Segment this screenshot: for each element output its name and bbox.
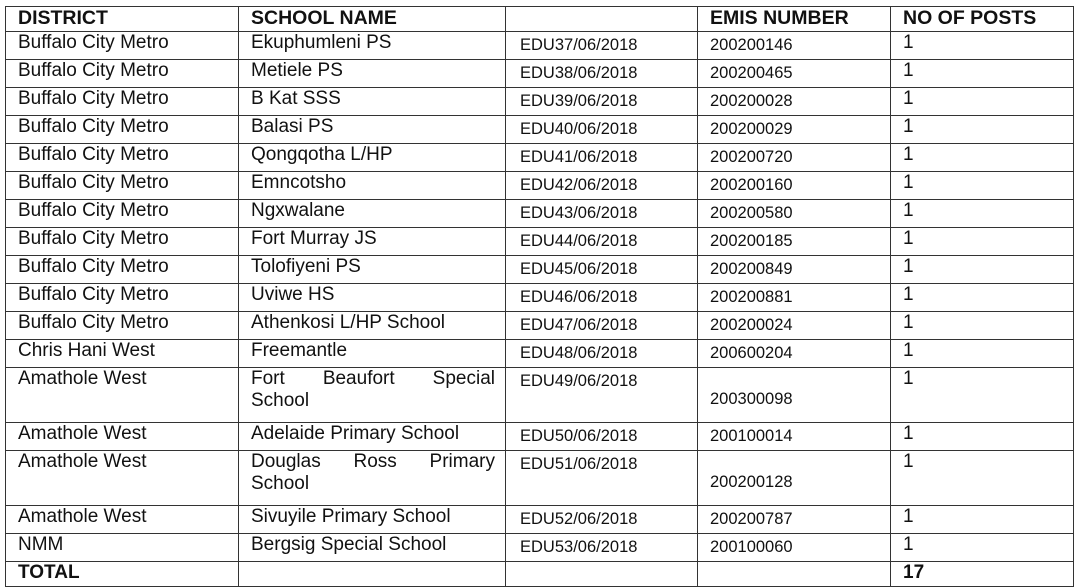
reference-cell: EDU46/06/2018 bbox=[506, 284, 698, 312]
table-row bbox=[6, 256, 1074, 284]
table-row bbox=[6, 144, 1074, 172]
table-row bbox=[6, 534, 1074, 562]
emis-number-cell: 200200029 bbox=[698, 116, 891, 144]
reference-cell: EDU37/06/2018 bbox=[506, 32, 698, 60]
table-row bbox=[6, 451, 1074, 506]
school-name-cell: Qongqotha L/HP bbox=[239, 144, 506, 172]
reference-cell: EDU43/06/2018 bbox=[506, 200, 698, 228]
reference-cell: EDU48/06/2018 bbox=[506, 340, 698, 368]
posts-cell: 1 bbox=[891, 284, 1074, 312]
emis-number-cell: 200200028 bbox=[698, 88, 891, 116]
district-cell: Amathole West bbox=[6, 451, 239, 506]
school-name-cell: Fort Murray JS bbox=[239, 228, 506, 256]
reference-cell: EDU52/06/2018 bbox=[506, 506, 698, 534]
header-reference bbox=[506, 7, 698, 32]
emis-number-cell: 200200881 bbox=[698, 284, 891, 312]
posts-cell: 1 bbox=[891, 312, 1074, 340]
school-name-cell: Ekuphumleni PS bbox=[239, 32, 506, 60]
district-cell: Amathole West bbox=[6, 368, 239, 423]
posts-cell: 1 bbox=[891, 144, 1074, 172]
table-row bbox=[6, 88, 1074, 116]
posts-cell: 1 bbox=[891, 451, 1074, 506]
school-name-cell: Sivuyile Primary School bbox=[239, 506, 506, 534]
header-row bbox=[6, 7, 1074, 32]
total-row bbox=[6, 562, 1074, 587]
emis-number-cell: 200100014 bbox=[698, 423, 891, 451]
district-cell: Buffalo City Metro bbox=[6, 284, 239, 312]
emis-number-cell: 200200787 bbox=[698, 506, 891, 534]
reference-cell: EDU42/06/2018 bbox=[506, 172, 698, 200]
table-row bbox=[6, 506, 1074, 534]
empty-cell bbox=[698, 562, 891, 587]
district-cell: NMM bbox=[6, 534, 239, 562]
school-name-line1: Fort Beaufort Special bbox=[251, 368, 495, 389]
school-name-cell: Balasi PS bbox=[239, 116, 506, 144]
table-row bbox=[6, 228, 1074, 256]
reference-cell: EDU44/06/2018 bbox=[506, 228, 698, 256]
emis-number-cell: 200100060 bbox=[698, 534, 891, 562]
reference-cell: EDU53/06/2018 bbox=[506, 534, 698, 562]
emis-number-cell: 200200720 bbox=[698, 144, 891, 172]
reference-cell: EDU40/06/2018 bbox=[506, 116, 698, 144]
emis-number-cell: 200300098 bbox=[698, 368, 891, 423]
header-school-name: SCHOOL NAME bbox=[239, 7, 506, 32]
table-row bbox=[6, 200, 1074, 228]
school-name-cell: Freemantle bbox=[239, 340, 506, 368]
reference-cell: EDU49/06/2018 bbox=[506, 368, 698, 423]
header-emis-number: EMIS NUMBER bbox=[698, 7, 891, 32]
district-cell: Buffalo City Metro bbox=[6, 256, 239, 284]
posts-cell: 1 bbox=[891, 340, 1074, 368]
posts-cell: 1 bbox=[891, 534, 1074, 562]
school-name-cell: Emncotsho bbox=[239, 172, 506, 200]
emis-number-cell: 200200580 bbox=[698, 200, 891, 228]
emis-number-cell: 200200849 bbox=[698, 256, 891, 284]
district-cell: Buffalo City Metro bbox=[6, 228, 239, 256]
posts-cell: 1 bbox=[891, 88, 1074, 116]
district-cell: Amathole West bbox=[6, 506, 239, 534]
total-label: TOTAL bbox=[6, 562, 239, 587]
school-name-line1: Douglas Ross Primary bbox=[251, 451, 495, 472]
district-cell: Amathole West bbox=[6, 423, 239, 451]
table-row bbox=[6, 60, 1074, 88]
district-cell: Buffalo City Metro bbox=[6, 200, 239, 228]
posts-cell: 1 bbox=[891, 506, 1074, 534]
reference-cell: EDU47/06/2018 bbox=[506, 312, 698, 340]
table-row bbox=[6, 423, 1074, 451]
school-name-cell bbox=[239, 451, 506, 506]
emis-number-cell: 200200024 bbox=[698, 312, 891, 340]
school-name-cell: B Kat SSS bbox=[239, 88, 506, 116]
district-cell: Buffalo City Metro bbox=[6, 116, 239, 144]
table-row bbox=[6, 340, 1074, 368]
posts-cell: 1 bbox=[891, 200, 1074, 228]
posts-cell: 1 bbox=[891, 172, 1074, 200]
total-posts: 17 bbox=[891, 562, 1074, 587]
table-row bbox=[6, 312, 1074, 340]
reference-cell: EDU50/06/2018 bbox=[506, 423, 698, 451]
reference-cell: EDU39/06/2018 bbox=[506, 88, 698, 116]
district-cell: Buffalo City Metro bbox=[6, 60, 239, 88]
school-name-cell: Athenkosi L/HP School bbox=[239, 312, 506, 340]
emis-number-cell: 200200185 bbox=[698, 228, 891, 256]
school-name-cell: Bergsig Special School bbox=[239, 534, 506, 562]
reference-cell: EDU45/06/2018 bbox=[506, 256, 698, 284]
district-cell: Buffalo City Metro bbox=[6, 144, 239, 172]
table-row bbox=[6, 284, 1074, 312]
posts-cell: 1 bbox=[891, 228, 1074, 256]
school-name-cell: Adelaide Primary School bbox=[239, 423, 506, 451]
header-district: DISTRICT bbox=[6, 7, 239, 32]
school-name-line2: School bbox=[251, 390, 310, 411]
posts-table bbox=[5, 6, 1074, 587]
emis-number-cell: 200200160 bbox=[698, 172, 891, 200]
school-name-line2: School bbox=[251, 473, 310, 494]
posts-cell: 1 bbox=[891, 256, 1074, 284]
reference-cell: EDU41/06/2018 bbox=[506, 144, 698, 172]
district-cell: Buffalo City Metro bbox=[6, 172, 239, 200]
posts-cell: 1 bbox=[891, 32, 1074, 60]
emis-number-cell: 200200465 bbox=[698, 60, 891, 88]
posts-cell: 1 bbox=[891, 116, 1074, 144]
reference-cell: EDU38/06/2018 bbox=[506, 60, 698, 88]
reference-cell: EDU51/06/2018 bbox=[506, 451, 698, 506]
school-name-cell: Ngxwalane bbox=[239, 200, 506, 228]
school-name-cell bbox=[239, 368, 506, 423]
emis-number-cell: 200200128 bbox=[698, 451, 891, 506]
district-cell: Buffalo City Metro bbox=[6, 88, 239, 116]
district-cell: Buffalo City Metro bbox=[6, 32, 239, 60]
posts-cell: 1 bbox=[891, 423, 1074, 451]
emis-number-cell: 200200146 bbox=[698, 32, 891, 60]
school-name-cell: Uviwe HS bbox=[239, 284, 506, 312]
table-row bbox=[6, 172, 1074, 200]
table-row bbox=[6, 32, 1074, 60]
emis-number-cell: 200600204 bbox=[698, 340, 891, 368]
table-row bbox=[6, 368, 1074, 423]
posts-cell: 1 bbox=[891, 60, 1074, 88]
district-cell: Buffalo City Metro bbox=[6, 312, 239, 340]
header-no-of-posts: NO OF POSTS bbox=[891, 7, 1074, 32]
empty-cell bbox=[506, 562, 698, 587]
table-row bbox=[6, 116, 1074, 144]
district-cell: Chris Hani West bbox=[6, 340, 239, 368]
school-name-cell: Tolofiyeni PS bbox=[239, 256, 506, 284]
posts-cell: 1 bbox=[891, 368, 1074, 423]
school-name-cell: Metiele PS bbox=[239, 60, 506, 88]
empty-cell bbox=[239, 562, 506, 587]
